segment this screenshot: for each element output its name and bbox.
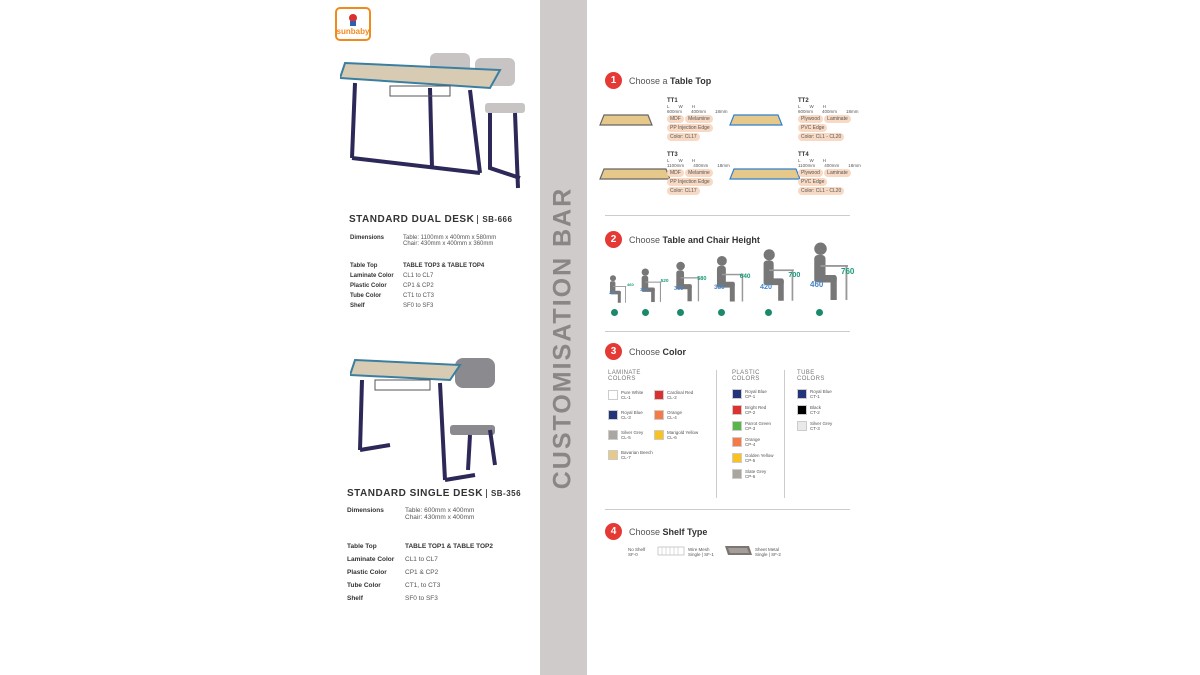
color-swatch-cl-4[interactable]: Orange CL-4 <box>654 410 682 420</box>
section-1-header: 1 Choose a Table Top <box>605 72 711 89</box>
seated-figure-icon <box>758 247 813 305</box>
color-swatch-cl-3[interactable]: Royal Blue CL-3 <box>608 410 643 420</box>
section-3-header: 3 Choose Color <box>605 343 686 360</box>
table-height: 520 <box>660 279 669 284</box>
table-top-tt4[interactable]: TT4 L W H 1100mm 400mm 18mm Plywood Laminate PVC Edge Color: CL1 - CL20 <box>798 152 861 194</box>
color-swatch-ct-3[interactable]: Silver Grey CT-3 <box>797 421 832 431</box>
color-swatch-cl-5[interactable]: Silver Grey CL-5 <box>608 430 643 440</box>
dual-desk-image <box>340 48 530 198</box>
color-swatch-cl-1[interactable]: Pure White CL-1 <box>608 390 643 400</box>
table-top-tt3[interactable]: TT3 L W H 1100mm 400mm 18mm MDF Melamine PP Injection Edge Color: CL17 <box>667 152 730 194</box>
table-top-image <box>598 113 670 129</box>
single-specs: Dimensions Table: 600mm x 400mm Chair: 430mm x 400mm Table Top TABLE TOP1 & TABLE TOP2 Laminate Color CL1 to CL7 Plastic Color CP1 & CP2 Tube Color CT1, to CT3 Shelf SF0 to SF3 <box>347 507 494 602</box>
seated-figure-icon <box>808 240 868 305</box>
shelf-sf1[interactable]: Wire Mesh Single | SF-1 <box>688 547 714 557</box>
divider <box>784 370 785 498</box>
product-title-single: STANDARD SINGLE DESK SB-356 <box>347 488 522 499</box>
color-swatch-cl-6[interactable]: Marigold Yellow CL-6 <box>654 430 698 440</box>
color-swatch-cp-4[interactable]: Orange CP-4 <box>732 437 760 447</box>
size-badge-icon <box>642 309 649 316</box>
size-badge-icon <box>718 309 725 316</box>
size-badge-icon <box>765 309 772 316</box>
size-badge-icon <box>611 309 618 316</box>
divider <box>605 331 850 332</box>
color-swatch-cl-7[interactable]: Bavarian Beech CL-7 <box>608 450 653 460</box>
section-2-header: 2 Choose Table and Chair Height <box>605 231 760 248</box>
chair-height: 360 <box>674 286 684 292</box>
color-swatch-ct-2[interactable]: Black CT-2 <box>797 405 821 415</box>
color-swatch-cl-2[interactable]: Cardinal Red CL-2 <box>654 390 693 400</box>
seated-figure-icon <box>712 254 762 305</box>
color-swatch-cp-3[interactable]: Parrot Green CP-3 <box>732 421 771 431</box>
table-height: 580 <box>697 276 707 282</box>
chair-height: 420 <box>760 282 772 291</box>
mascot-icon <box>346 13 360 27</box>
logo-text: sunbaby <box>336 27 370 36</box>
color-swatch-cp-2[interactable]: Bright Red CP-2 <box>732 405 766 415</box>
color-swatch-cp-5[interactable]: Golden Yellow CP-5 <box>732 453 774 463</box>
size-badge-icon <box>677 309 684 316</box>
chair-height: 260 <box>609 290 616 295</box>
customisation-bar <box>540 0 587 675</box>
product-title-dual: STANDARD DUAL DESK SB-666 <box>349 214 513 225</box>
color-swatch-cp-1[interactable]: Royal Blue CP-1 <box>732 389 767 399</box>
table-height: 460 <box>627 282 634 287</box>
single-desk-image <box>350 355 510 485</box>
laminate-colors-title: LAMINATE COLORS <box>608 370 641 382</box>
section-4-header: 4 Choose Shelf Type <box>605 523 707 540</box>
table-height: 760 <box>841 267 855 276</box>
color-swatch-ct-1[interactable]: Royal Blue CT-1 <box>797 389 832 399</box>
plastic-colors-title: PLASTIC COLORS <box>732 370 760 382</box>
table-height: 640 <box>739 273 751 280</box>
color-swatch-cp-6[interactable]: Slate Grey CP-6 <box>732 469 766 479</box>
dual-specs: Dimensions Table: 1100mm x 400mm x 580mm Chair: 430mm x 400mm x 360mm Table Top TABLE TOP3 & TABLE TOP4 Laminate Color CL1 to CL7 Plastic Color CP1 & CP2 Tube Color CT1 to CT3 Shelf SF0 to SF3 <box>350 235 497 309</box>
divider <box>605 215 850 216</box>
size-badge-icon <box>816 309 823 316</box>
wire-mesh-shelf-icon <box>657 545 685 557</box>
table-top-image <box>728 167 800 183</box>
shelf-sf0[interactable]: No Shelf SF-0 <box>628 547 646 557</box>
brand-logo <box>335 7 371 41</box>
table-top-tt2[interactable]: TT2 L W H 600mm 400mm 18mm Plywood Laminate PVC Edge Color: CL1 - CL20 <box>798 98 859 140</box>
shelf-sf2[interactable]: Sheet Metal Single | SF-2 <box>755 547 781 557</box>
chair-height: 310 <box>640 288 649 293</box>
chair-height: 380 <box>714 284 725 291</box>
tube-colors-title: TUBE COLORS <box>797 370 825 382</box>
seated-figure-icon <box>672 260 716 305</box>
chair-height: 460 <box>810 280 824 289</box>
divider <box>716 370 717 498</box>
bar-title: CUSTOMISATION BAR <box>548 186 577 490</box>
divider <box>605 509 850 510</box>
table-top-tt1[interactable]: TT1 L W H 600mm 400mm 18mm MDF Melamine PP Injection Edge Color: CL17 <box>667 98 728 140</box>
table-height: 700 <box>788 270 801 279</box>
sheet-metal-shelf-icon <box>723 543 753 558</box>
table-top-image <box>598 167 670 183</box>
table-top-image <box>728 113 800 129</box>
